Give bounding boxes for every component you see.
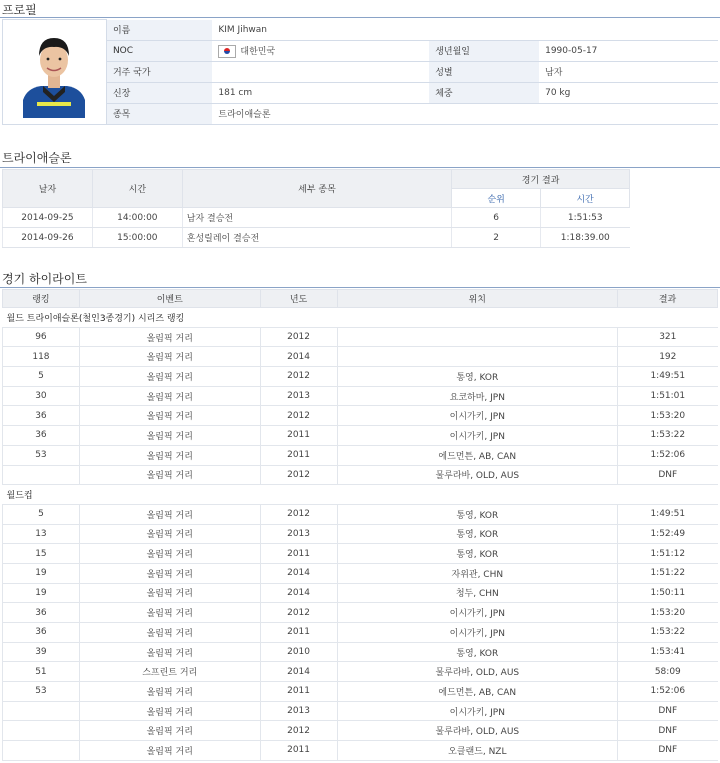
location-cell: 이시가키, JPN (337, 623, 618, 643)
year-cell: 2012 (260, 327, 337, 347)
event-cell: 올림픽 거리 (79, 544, 260, 564)
height-value: 181 cm (212, 82, 429, 103)
ranking-cell (3, 741, 80, 761)
table-row (3, 524, 718, 544)
rank-cell: 2 (452, 228, 541, 248)
noc-value: 대한민국 (240, 46, 276, 57)
year-cell: 2014 (260, 563, 337, 583)
location-cell (337, 347, 618, 367)
sport-value: 트라이애슬론 (212, 103, 718, 124)
athlete-photo-image (19, 22, 89, 118)
year-cell: 2012 (260, 603, 337, 623)
table-row (3, 741, 718, 761)
location-cell: 오클랜드, NZL (337, 741, 618, 761)
ranking-cell: 36 (3, 603, 80, 623)
result-cell: 1:53:41 (618, 642, 718, 662)
result-cell: 1:50:11 (618, 583, 718, 603)
ranking-cell: 51 (3, 662, 80, 682)
result-cell: 192 (618, 347, 718, 367)
col-header-event: 이벤트 (79, 290, 260, 308)
col-header-time: 시간 (92, 170, 182, 208)
table-row (3, 367, 718, 387)
year-cell: 2011 (260, 623, 337, 643)
result-cell: 1:51:01 (618, 386, 718, 406)
category-row (3, 485, 718, 505)
location-cell: 통영, KOR (337, 544, 618, 564)
table-row (3, 544, 718, 564)
event-cell: 혼성릴레이 결승전 (182, 228, 452, 248)
location-cell: 이시가키, JPN (337, 701, 618, 721)
gender-label: 성별 (429, 61, 539, 82)
col-header-event: 세부 종목 (182, 170, 452, 208)
result-cell: 1:52:06 (618, 682, 718, 702)
ranking-cell: 5 (3, 367, 80, 387)
table-row (3, 426, 718, 446)
event-cell: 올림픽 거리 (79, 386, 260, 406)
year-cell: 2011 (260, 741, 337, 761)
result-cell: 1:51:22 (618, 563, 718, 583)
ranking-cell: 36 (3, 426, 80, 446)
location-cell: 요코하마, JPN (337, 386, 618, 406)
event-cell: 올림픽 거리 (79, 682, 260, 702)
sport-label: 종목 (106, 103, 212, 124)
ranking-cell (3, 701, 80, 721)
weight-label: 체중 (429, 82, 539, 103)
col-header-location: 위치 (337, 290, 618, 308)
result-cell: DNF (618, 701, 718, 721)
birth-value: 1990-05-17 (539, 40, 718, 61)
profile-table (2, 19, 718, 125)
result-cell: 1:49:51 (618, 504, 718, 524)
table-row (3, 465, 718, 485)
event-cell: 올림픽 거리 (79, 367, 260, 387)
year-cell: 2012 (260, 504, 337, 524)
result-time-cell: 1:18:39.00 (541, 228, 630, 248)
col-header-rank: 순위 (452, 189, 541, 208)
triathlon-section-title: 트라이애슬론 (2, 151, 72, 165)
athlete-photo (3, 20, 107, 125)
col-header-result: 경기 결과 (452, 170, 630, 189)
name-label: 이름 (106, 20, 212, 41)
date-cell: 2014-09-25 (3, 208, 93, 228)
ranking-cell: 19 (3, 563, 80, 583)
ranking-cell: 5 (3, 504, 80, 524)
year-cell: 2011 (260, 426, 337, 446)
ranking-cell: 118 (3, 347, 80, 367)
event-cell: 올림픽 거리 (79, 563, 260, 583)
location-cell: 자위관, CHN (337, 563, 618, 583)
event-cell: 올림픽 거리 (79, 327, 260, 347)
year-cell: 2013 (260, 386, 337, 406)
year-cell: 2012 (260, 465, 337, 485)
table-row (3, 406, 718, 426)
event-cell: 올림픽 거리 (79, 445, 260, 465)
table-row (3, 327, 718, 347)
table-row (3, 603, 718, 623)
table-row (3, 721, 718, 741)
event-cell: 올림픽 거리 (79, 741, 260, 761)
col-header-result: 결과 (618, 290, 718, 308)
location-cell: 통영, KOR (337, 367, 618, 387)
date-cell: 2014-09-26 (3, 228, 93, 248)
result-time-cell: 1:51:53 (541, 208, 630, 228)
location-cell: 이시가키, JPN (337, 426, 618, 446)
location-cell: 물루라바, OLD, AUS (337, 465, 618, 485)
table-row (3, 386, 718, 406)
year-cell: 2011 (260, 445, 337, 465)
location-cell: 통영, KOR (337, 504, 618, 524)
profile-section-title: 프로필 (2, 3, 37, 17)
year-cell: 2012 (260, 721, 337, 741)
event-cell: 올림픽 거리 (79, 465, 260, 485)
col-header-year: 년도 (260, 290, 337, 308)
result-cell: 1:53:22 (618, 623, 718, 643)
location-cell: 이시가키, JPN (337, 603, 618, 623)
category-title: 월드컵 (3, 485, 718, 505)
result-cell: DNF (618, 741, 718, 761)
event-cell: 올림픽 거리 (79, 406, 260, 426)
location-cell: 통영, KOR (337, 524, 618, 544)
ranking-cell: 13 (3, 524, 80, 544)
table-row (3, 228, 630, 248)
noc-cell (212, 40, 429, 61)
name-value: KIM Jihwan (212, 20, 718, 41)
result-cell: 1:49:51 (618, 367, 718, 387)
ranking-cell: 96 (3, 327, 80, 347)
result-cell: 1:52:49 (618, 524, 718, 544)
result-cell: DNF (618, 465, 718, 485)
height-label: 신장 (106, 82, 212, 103)
location-cell: 에드먼튼, AB, CAN (337, 682, 618, 702)
time-cell: 14:00:00 (92, 208, 182, 228)
highlights-table (2, 289, 718, 761)
table-row (3, 583, 718, 603)
result-cell: 1:53:20 (618, 603, 718, 623)
section-divider (0, 17, 720, 18)
triathlon-results-table (2, 169, 630, 248)
year-cell: 2013 (260, 524, 337, 544)
location-cell: 통영, KOR (337, 642, 618, 662)
event-cell: 올림픽 거리 (79, 642, 260, 662)
weight-value: 70 kg (539, 82, 718, 103)
table-row (3, 642, 718, 662)
section-divider (0, 287, 720, 288)
result-cell: 1:53:22 (618, 426, 718, 446)
result-cell: 1:51:12 (618, 544, 718, 564)
event-cell: 올림픽 거리 (79, 701, 260, 721)
location-cell (337, 327, 618, 347)
col-header-result-time: 시간 (541, 189, 630, 208)
ranking-cell: 53 (3, 682, 80, 702)
table-row (3, 623, 718, 643)
location-cell: 물루라바, OLD, AUS (337, 662, 618, 682)
ranking-cell (3, 721, 80, 741)
table-row (3, 208, 630, 228)
category-row (3, 308, 718, 328)
year-cell: 2012 (260, 406, 337, 426)
gender-value: 남자 (539, 61, 718, 82)
event-cell: 스프린트 거리 (79, 662, 260, 682)
table-row (3, 563, 718, 583)
ranking-cell: 19 (3, 583, 80, 603)
table-row (3, 504, 718, 524)
year-cell: 2014 (260, 347, 337, 367)
event-cell: 남자 결승전 (182, 208, 452, 228)
result-cell: 1:52:06 (618, 445, 718, 465)
event-cell: 올림픽 거리 (79, 583, 260, 603)
highlights-section-title: 경기 하이라이트 (2, 272, 87, 286)
year-cell: 2011 (260, 544, 337, 564)
table-row (3, 701, 718, 721)
event-cell: 올림픽 거리 (79, 347, 260, 367)
section-divider (0, 167, 720, 168)
ranking-cell: 53 (3, 445, 80, 465)
country-label: 거주 국가 (106, 61, 212, 82)
ranking-cell: 30 (3, 386, 80, 406)
country-value (212, 61, 429, 82)
year-cell: 2010 (260, 642, 337, 662)
event-cell: 올림픽 거리 (79, 426, 260, 446)
table-row (3, 662, 718, 682)
event-cell: 올림픽 거리 (79, 721, 260, 741)
year-cell: 2014 (260, 583, 337, 603)
table-row (3, 347, 718, 367)
col-header-date: 날자 (3, 170, 93, 208)
year-cell: 2014 (260, 662, 337, 682)
col-header-ranking: 랭킹 (3, 290, 80, 308)
location-cell: 이시가키, JPN (337, 406, 618, 426)
rank-cell: 6 (452, 208, 541, 228)
event-cell: 올림픽 거리 (79, 504, 260, 524)
result-cell: 58:09 (618, 662, 718, 682)
year-cell: 2012 (260, 367, 337, 387)
table-row (3, 445, 718, 465)
noc-label: NOC (106, 40, 212, 61)
result-cell: DNF (618, 721, 718, 741)
birth-label: 생년월일 (429, 40, 539, 61)
result-cell: 1:53:20 (618, 406, 718, 426)
ranking-cell: 36 (3, 623, 80, 643)
category-title: 월드 트라이애슬론(철인3종경기) 시리즈 랭킹 (3, 308, 718, 328)
result-cell: 321 (618, 327, 718, 347)
ranking-cell: 36 (3, 406, 80, 426)
location-cell: 청두, CHN (337, 583, 618, 603)
event-cell: 올림픽 거리 (79, 623, 260, 643)
year-cell: 2013 (260, 701, 337, 721)
year-cell: 2011 (260, 682, 337, 702)
ranking-cell: 39 (3, 642, 80, 662)
ranking-cell: 15 (3, 544, 80, 564)
event-cell: 올림픽 거리 (79, 524, 260, 544)
event-cell: 올림픽 거리 (79, 603, 260, 623)
location-cell: 물루라바, OLD, AUS (337, 721, 618, 741)
korea-flag-icon (218, 45, 236, 58)
location-cell: 에드먼튼, AB, CAN (337, 445, 618, 465)
time-cell: 15:00:00 (92, 228, 182, 248)
ranking-cell (3, 465, 80, 485)
table-row (3, 682, 718, 702)
